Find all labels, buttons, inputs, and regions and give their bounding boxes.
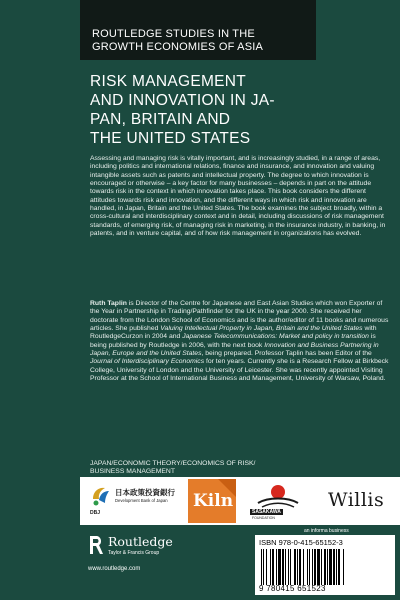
bio-text: for ten years. Currently she is a Research Fellow at Birkbeck College, University of London and the University of Leicester. She was recently appointed Visiting Professor at the School of International Business and Management, University of Warsaw, Poland. <box>90 358 389 383</box>
series-title <box>92 28 263 54</box>
subject-line: JAPAN/ECONOMIC THEORY/ECONOMICS OF RISK/ <box>90 460 256 467</box>
subject-line: BUSINESS MANAGEMENT <box>90 468 175 476</box>
sasakawa-logo <box>248 481 308 521</box>
kiln-wordmark: Kiln <box>193 491 234 511</box>
sponsor-logos <box>80 477 400 525</box>
barcode-panel <box>255 535 395 595</box>
author-bio <box>90 300 390 383</box>
subject-categories <box>90 460 390 477</box>
dbj-abbreviation: DBJ <box>90 510 101 516</box>
dbj-logo <box>90 483 185 521</box>
book-title-line: PAN, BRITAIN AND <box>90 111 231 128</box>
informa-tagline: an informa business <box>304 528 349 534</box>
bio-text: , being prepared. Professor Taplin has been Editor of the <box>201 350 372 358</box>
series-title-line: GROWTH ECONOMIES OF ASIA <box>92 41 264 53</box>
series-banner <box>80 0 316 60</box>
book-reference: Valuing Intellectual Property in Japan, Britain and the United States <box>160 325 363 333</box>
book-reference: Japanese Telecommunications: Market and policy in transition <box>182 333 369 341</box>
bio-text: is Director of the Centre for Japanese and East Asian Studies which won Exporter of the Year in Partnership in Trading/Pathfinder for the UK in the year 2000. She received her doctorate from the London School of Economics and is the author/editor of 11 books and numerous articles. She published <box>90 300 389 333</box>
series-title-line: ROUTLEDGE STUDIES IN THE <box>92 28 255 40</box>
author-name: Ruth Taplin <box>90 300 127 307</box>
bio-text: is being published by Routledge in 2006, with the next book <box>90 333 376 349</box>
dbj-mark-icon <box>90 485 112 507</box>
barcode-digits: 9 780415 651523 <box>259 584 326 593</box>
dbj-japanese-name: 日本政策投資銀行 <box>115 488 175 497</box>
kiln-logo <box>188 479 236 523</box>
isbn-label: ISBN 978-0-415-65152-3 <box>259 538 343 547</box>
sasakawa-sun-icon <box>248 481 308 509</box>
sasakawa-subtitle: FOUNDATION <box>252 516 275 520</box>
publisher-block <box>88 532 208 582</box>
sasakawa-wordmark: SASAKAWA <box>252 509 281 515</box>
dbj-english-name: Development Bank of Japan <box>115 498 168 503</box>
book-description: Assessing and managing risk is vitally important, and is increasingly studied, in a range of areas, including politics and international relations, finance and insurance, and innovation and valuing intangible assets such as patents and intellectual property. The degree to which innovation is encouraged or otherwise – a key factor for many businesses – depends in part on the attitude towards risk in the context in which innovation takes place. This book considers the different attitudes towards risk and innovation, and the different ways in which risk and innovation are handled, in Japan, Britain and the United States. The book examines the subject broadly, within a cross-cultural and interdisciplinary context and in detail, including discussions of risk management standards, of emerging risk, of managing risk in marketing, in the insurance industry, in banking, in patents, and in venture capital, and of how risk management in organizations has evolved. <box>90 155 386 238</box>
journal-reference: Journal of Interdisciplinary Economics <box>90 358 205 366</box>
publisher-group: Taylor & Francis Group <box>108 550 160 556</box>
book-title-line: RISK MANAGEMENT <box>90 73 247 90</box>
book-title-line: AND INNOVATION IN JA- <box>90 92 275 109</box>
publisher-name: Routledge <box>108 534 173 549</box>
book-title-line: THE UNITED STATES <box>90 130 251 147</box>
book-reference: Innovation and Business Partnering in Japan, Europe and the United States <box>90 341 379 358</box>
book-title <box>90 72 390 148</box>
barcode-icon <box>259 549 391 585</box>
willis-logo: Willis <box>328 489 385 511</box>
publisher-url: www.routledge.com <box>88 566 141 572</box>
routledge-mark-icon <box>88 534 104 556</box>
bio-text: with RoutledgeCurzon in 2004 and <box>90 325 377 341</box>
